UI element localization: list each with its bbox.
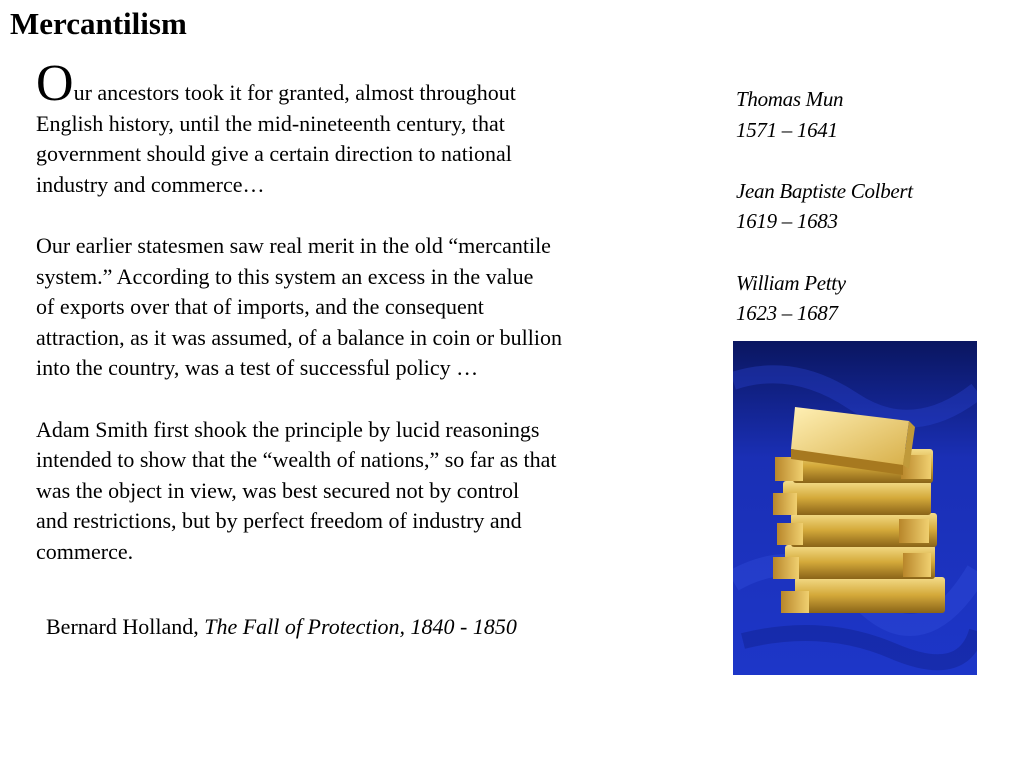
attribution-work-title: The Fall of Protection, 1840 - 1850 (204, 614, 517, 639)
drop-cap: O (36, 55, 74, 112)
person-years: 1571 – 1641 (736, 117, 838, 142)
quote-paragraph-2: Our earlier statesmen saw real merit in the old “mercantile system.” According to this system an excess in the value of exports over that of imports, and the consequent attraction, as it was assumed, of a balance in coin or bullion into the country, was a test of successful policy … (36, 232, 563, 381)
gold-bars-image (733, 341, 977, 675)
attribution-author: Bernard Holland, (46, 614, 205, 639)
slide-title: Mercantilism (10, 6, 187, 41)
gold-bars-photo (733, 341, 977, 675)
quote-paragraph-3: Adam Smith first shook the principle by lucid reasonings intended to show that the “wealth of nations,” so far as that was the object in view, was best secured not by control and restrictions, but by perfect freedom of industry and commerce. (36, 416, 557, 564)
person-name: Thomas Mun (736, 87, 844, 111)
quotation-block (36, 55, 666, 598)
person-years: 1619 – 1683 (736, 209, 838, 234)
quote-paragraph-1-text: ur ancestors took it for granted, almost throughout English history, until the mid-nineteenth century, that government should give a certain direction to national industry and commerce… (36, 80, 516, 197)
person-thomas-mun (736, 84, 913, 145)
economists-list (736, 84, 913, 359)
quote-attribution (46, 612, 517, 642)
person-name: Jean Baptiste Colbert (736, 178, 913, 203)
person-years: 1623 – 1687 (736, 301, 838, 326)
person-william-petty (736, 268, 913, 329)
quote-paragraph-1 (36, 55, 666, 200)
person-jean-baptiste-colbert (736, 176, 913, 237)
person-name: William Petty (736, 270, 846, 295)
